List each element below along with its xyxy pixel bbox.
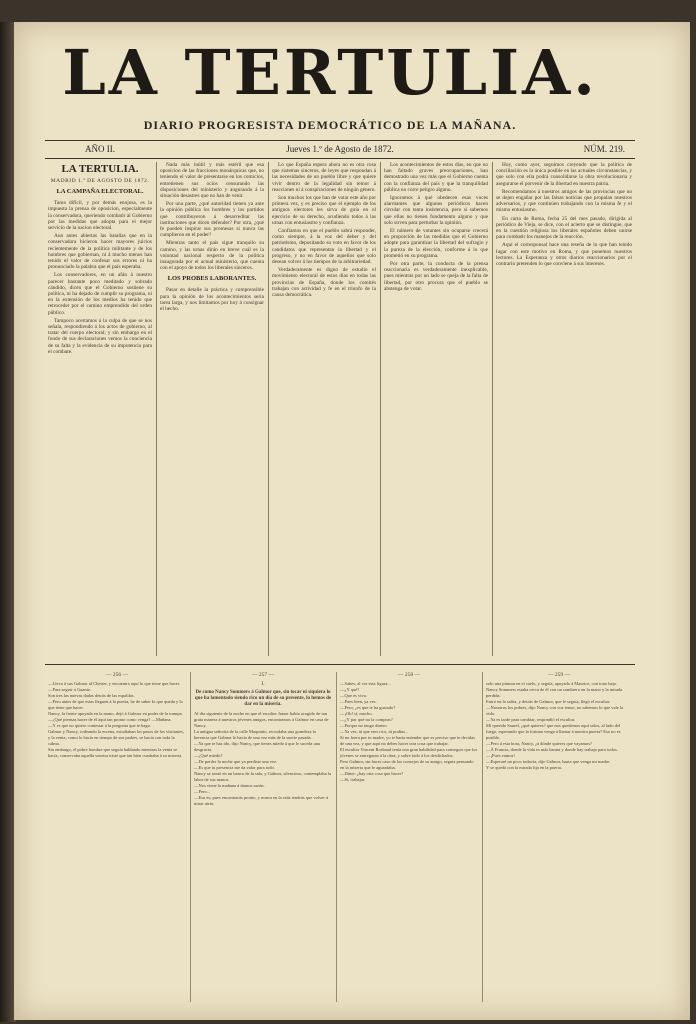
issue-number: NÚM. 219. — [583, 144, 625, 154]
paragraph: Sin embargo, el pobre hombre que seguía hablando mientras la venta se hacía, conservaba aquella sonrisa triste que tan bien cuadraba á su miseria. — [48, 747, 183, 758]
year-label: AÑO II. — [85, 144, 115, 154]
paragraph: —Á Francia, donde la vida es más barata y donde hay trabajo para todos. — [486, 747, 618, 752]
paragraph: Aquí el corresponsal hace una reseña de lo que han tenido lugar con este motivo en Roma, y que ponemos nuestros lectores. La Esperanza y otros diarios reaccionarios por el contrario pretenden lo que conviene á sus intereses. — [496, 242, 632, 268]
paragraph: —¿Qué miedo? — [194, 753, 223, 758]
paragraph: —Y es que no quiero contestar á la pregunta que te hago. — [48, 723, 152, 728]
column-separator — [156, 162, 157, 656]
section-heading: LA CAMPAÑA ELECTORAL. — [56, 188, 144, 196]
paragraph: Al día siguiente de la noche en que el escultor Jasser había acogido de tan grata manera á nuestros jóvenes amigos, encontramos á Galmor en casa de Nancy. — [194, 711, 329, 728]
paragraph: Son muchos los que han de votar este año por primera vez, y es preciso que el ejemplo de los antiguos electores les sirva de guía en el ejercicio de su derecho, acudiendo todos á las urnas con entusiasmo y confianza. — [272, 195, 376, 226]
paragraph: Nancy, la frente apoyada en la mano, dejó á Galmor en poder de la trampa. — [48, 711, 183, 716]
paragraph: El escultor Vincent Rosbaud tenía una gran habilidad para conseguir que los jóvenes se entregaran á la obra, y sobre todo á los desdichados. — [340, 747, 478, 758]
column-separator — [336, 672, 337, 1002]
paragraph: —Sabes, al ver esta figura... — [340, 681, 391, 686]
paragraph: —¿Y por qué no la compras? — [340, 717, 393, 722]
paragraph: Aun antes abiertas las batallas que en la conservadora hicieron hacer mayores juicios recientemente de la política militante y de los hombres que gobiernan, ni á mucho menos han tenido el valor de confesar sus errores ni ha pronunciado la palabra que el país esperaba. — [48, 233, 152, 271]
paragraph: —Esperaré un poco todavía, dijo Galmor, hasta que venga mi madre. — [486, 759, 611, 764]
paragraph: Los acontecimientos de estos días, en que no han faltado graves preocupaciones, han demostrado una vez más que el Gobierno cuenta con la confianza del país y que la tranquilidad pública no corre peligro alguno. — [384, 162, 488, 193]
paragraph: —Para seguir á Guantz. — [48, 687, 91, 692]
section-heading-2: LOS PROBES LABORANTES. — [167, 275, 257, 283]
paragraph: —Ya es tarde para cambiar, respondió el escultor. — [486, 717, 576, 722]
paragraph: Nancy se sentó en un banco de la sala, y Galmor, silencioso, contemplaba la labor de sus manos. — [194, 771, 332, 782]
feuilleton-column-1 — [48, 672, 186, 1002]
paragraph: Hoy, como ayer, seguimos creyendo que la política de conciliación es la única posible en las actuales circunstancias, y que solo con ella podrá consolidarse la obra revolucionaria y asegurarse el porvenir de la libertad en nuestra patria. — [496, 162, 632, 187]
paragraph: La antigua señorita de la calle Maquinto, recordaba una grandeza la herencia que Galmor le hacía de una vez más de la suerte pasada. — [194, 729, 316, 740]
paragraph: Recomendamos á nuestros amigos de las provincias que no se dejen engañar por las falsas noticias que propalan nuestros adversarios, y que continúen trabajando con la misma fe y el mismo entusiasmo. — [496, 188, 632, 214]
paragraph: Por otra parte, la conducta de la prensa reaccionaria es verdaderamente inexplicable, pues mientras por un lado se queja de la falta de libertad, por otro procura que el pueblo se abstenga de votar. — [384, 261, 488, 292]
issue-date: Jueves 1.º de Agosto de 1872. — [286, 144, 394, 154]
paragraph: —Lleva á sus Galmor al Chester, y encuentra aquí lo que tiene que hacer. — [48, 681, 181, 686]
dateline-bottom-rule — [45, 158, 635, 159]
column-5 — [496, 162, 632, 656]
column-2 — [160, 162, 264, 656]
column-separator — [380, 162, 381, 656]
paragraph: Tampoco acertamos á la culpa de que se nos señala, respondiendo á los actos de gobierno, al tratar del cuerpo electoral; y sin embargo en el fondo de sus declaraciones vemos la conciencia de su falta y la evidencia de su impotencia para el combate. — [48, 317, 152, 355]
paragraph: Verdaderamente es digno de estudio el movimiento electoral de estos días en todas las provincias de España, donde los comités trabajan con actividad y fe en el triunfo de la causa democrática. — [272, 267, 376, 299]
chapter-heading: De como Nancy Sommers á Galmor que, sin tocar ni siquiera lo que ha lamentado siendo rico un día de su presente, lo hemos de dar en la miseria. — [194, 690, 332, 707]
paragraph: —Pero... — [194, 789, 211, 794]
paragraph: En carta de Roma, fecha 25 del mes pasado, dirigida al periódico de Vieja, se dice, con el acierto que se distingue, que en la cuestión religiosa los liberales españoles deben unirse para combatir los manejos de la reacción. — [496, 215, 632, 241]
column-paper-title: LA TERTULIA. — [61, 163, 139, 175]
paragraph: Galmor y Nancy, rodeando la escena, estudiaban los pasos de los visitantes, y la venta, como lo hacía en tiempo de sus padres, se hacia con toda la calma. — [48, 729, 185, 746]
column-1 — [48, 162, 152, 656]
dateline — [45, 142, 635, 158]
feuilleton-column-3 — [340, 672, 478, 1002]
paragraph: Mientras tanto el país sigue tranquilo su camino, y las urnas dirán en breve cuál es la voluntad nacional respecto de la política inaugurada por el actual ministerio, que cuenta con el apoyo de todos los liberales sinceros. — [160, 240, 264, 272]
paragraph: solo una pintura en el suelo, y seguía, apoyado á Maurice, con tono bajo. — [486, 681, 618, 686]
page-number: — 256 — — [106, 672, 128, 678]
paragraph: Tarea difícil, y por demás enojosa, es la impuesta la prensa de oposicion, especialmente la conservadora, queriendo combatir al Gobierno por las medidas que adopta para el mejor servicio de la nacion electoral. — [48, 200, 152, 232]
paragraph: —Eso es; pues encontrarás pronto, y nunca en la vida tendrás que volver á mirar atrás. — [194, 795, 328, 806]
paragraph: —Que es viva. — [340, 693, 367, 698]
paragraph: Ignoramos á qué obedecen esas voces alarmantes que algunos periódicos hacen circular con tanta insistencia, pero sí sabemos que ellas no tienen fundamento alguno y que solo sirven para perturbar la opinión. — [384, 195, 488, 226]
paragraph: —¡Pues vamos! — [486, 753, 515, 758]
paragraph: —Dime: ¿hay otra cosa que hacer? — [340, 771, 404, 776]
place-date: MADRID 1.º DE AGOSTO DE 1872. — [50, 178, 150, 184]
paragraph: Los conservadores, en un afán á nuestro parecer bastante poco meditado y sobrado cándido, dicen que el Gobierno sostiene su política, ni ha dejado de cumplir su programa, ni en la extensión de los medios ha tenido que retroceder por el camino emprendido del orden público. — [48, 272, 152, 316]
page-number: — 259 — — [548, 672, 570, 678]
paragraph: Pero Galmor, sin hacer caso de los consejos de su amigo, seguía pensando en la miseria que le aguardaba. — [340, 759, 474, 770]
paragraph: —¿Y qué? — [340, 687, 360, 692]
feuilleton-rule — [45, 664, 635, 665]
paragraph: —Nos viene la mañana á darnos razón. — [194, 783, 265, 788]
paragraph: Confiamos en que el pueblo sabrá responder, como siempre, á la voz del deber y del patriotismo, depositando su voto en favor de los candidatos que representan la libertad y el progreso, y no en favor de aquellos que solo desean volver á los tiempos de la arbitrariedad. — [272, 228, 376, 266]
paragraph: Mi querido Saurel, ¿qué quieres? que nos quedemos aquí solos, al lado del fuego, esperando que la fortuna venga á llamar á nuestra puerta? Eso no es posible. — [486, 723, 621, 740]
feuilleton-column-2 — [194, 672, 332, 1002]
paragraph: —Ya ves, tú que eres rico, tú podías... — [340, 729, 409, 734]
paragraph: —Ya que te has ido, dijo Nancy, que tienes miedo á que le suceda una desgracia. — [194, 741, 320, 752]
paragraph: —¿Qué piensas hacer de él aquí tan pronto como venga? —Mañana. — [48, 717, 172, 722]
paragraph: —Es que tu presencia me da valor para todo. — [194, 765, 275, 770]
paragraph: Son tres las nuevas dadas detrás de las espaldas. — [48, 693, 135, 698]
paragraph: —Pues bien, ya ves. — [340, 699, 377, 704]
column-4 — [384, 162, 488, 656]
column-3 — [272, 162, 376, 656]
paragraph: Y se quedó con la mirada fija en la puerta. — [486, 765, 563, 770]
paragraph: —¡Oh! sí, mucho. — [340, 711, 373, 716]
paragraph: Pasar en detalle la práctica y comprensible para la opinión de los acontecimientos seria tarea larga, y nos limitamos por hoy á consignar el hecho. — [160, 287, 264, 313]
page-number: — 258 — — [398, 672, 420, 678]
column-separator — [482, 672, 483, 1002]
paragraph: Nada más inútil y más estéril que esa oposicion de las fracciones monárquicas que, no teniendo el valor de presentarse en los comicios, entretienen sus ocios censurando las disposiciones del ministerio y augurando á la situación desastres que no han de venir. — [160, 162, 264, 200]
masthead-title: LA TERTULIA. — [62, 36, 598, 109]
chapter-number: I. — [261, 681, 265, 687]
column-separator — [190, 672, 191, 1002]
paragraph: Por una parte, ¿qué autoridad tienen ya ante la opinión pública los hombres y los partidos que contribuyeron á desacreditar las instituciones que dicen defender? Por otra, ¿qué fe pueden inspirar sus promesas si nunca las cumplieron en el poder? — [160, 201, 264, 239]
paragraph: Nancy Sommers estaba cerca de él con un sombrero en la mano y la mirada perdida. — [486, 687, 623, 698]
paragraph: Lo que España espera ahora no es otra cosa que sistemas sinceros, de leyes que respondan á las necesidades de un pueblo libre y que quiere vivir dentro de la legalidad sin temor á reacciones ni á conspiraciones de ningún género. — [272, 162, 376, 193]
column-separator — [268, 162, 269, 656]
page-number: — 257 — — [252, 672, 274, 678]
paragraph: El número de votantes sin ocuparse crecerá en proporción de las medidas que el Gobierno adopte para garantizar la libertad del sufragio y la pureza de la elección, conforme á lo que prometió en su programa. — [384, 228, 488, 259]
paragraph: Si no fuera por tu madre, yo te haría entender que es preciso que te decidas de una vez, y que aquí no debes hacer otra cosa que trabajar. — [340, 735, 475, 746]
paragraph: —Sí, trabajar. — [340, 777, 366, 782]
feuilleton-column-4 — [486, 672, 632, 1002]
paragraph: —Nosotros los pobres, dijo Nancy con voz tenue, no sabemos lo que vale la vida. — [486, 705, 624, 716]
paragraph: —Porque no tengo dinero. — [340, 723, 388, 728]
paragraph: Entró en la salita, y detrás de Galmor, que le seguía, llegó el escultor. — [486, 699, 611, 704]
column-separator — [492, 162, 493, 656]
paragraph: —De perder la noche que ya perdiste una vez. — [194, 759, 278, 764]
dateline-top-rule — [45, 140, 635, 141]
paragraph: —Pero antes de que estas lleguen á la puerta, he de saber lo que queda y lo que tiene que hacer. — [48, 699, 183, 710]
paragraph: —Pero á esta hora, Nancy, ¿á dónde quieres que vayamos? — [486, 741, 593, 746]
masthead-subtitle: DIARIO PROGRESISTA DEMOCRÁTICO DE LA MAÑANA. — [143, 118, 517, 132]
paragraph: —Pero, ¿es que te ha gustado? — [340, 705, 396, 710]
